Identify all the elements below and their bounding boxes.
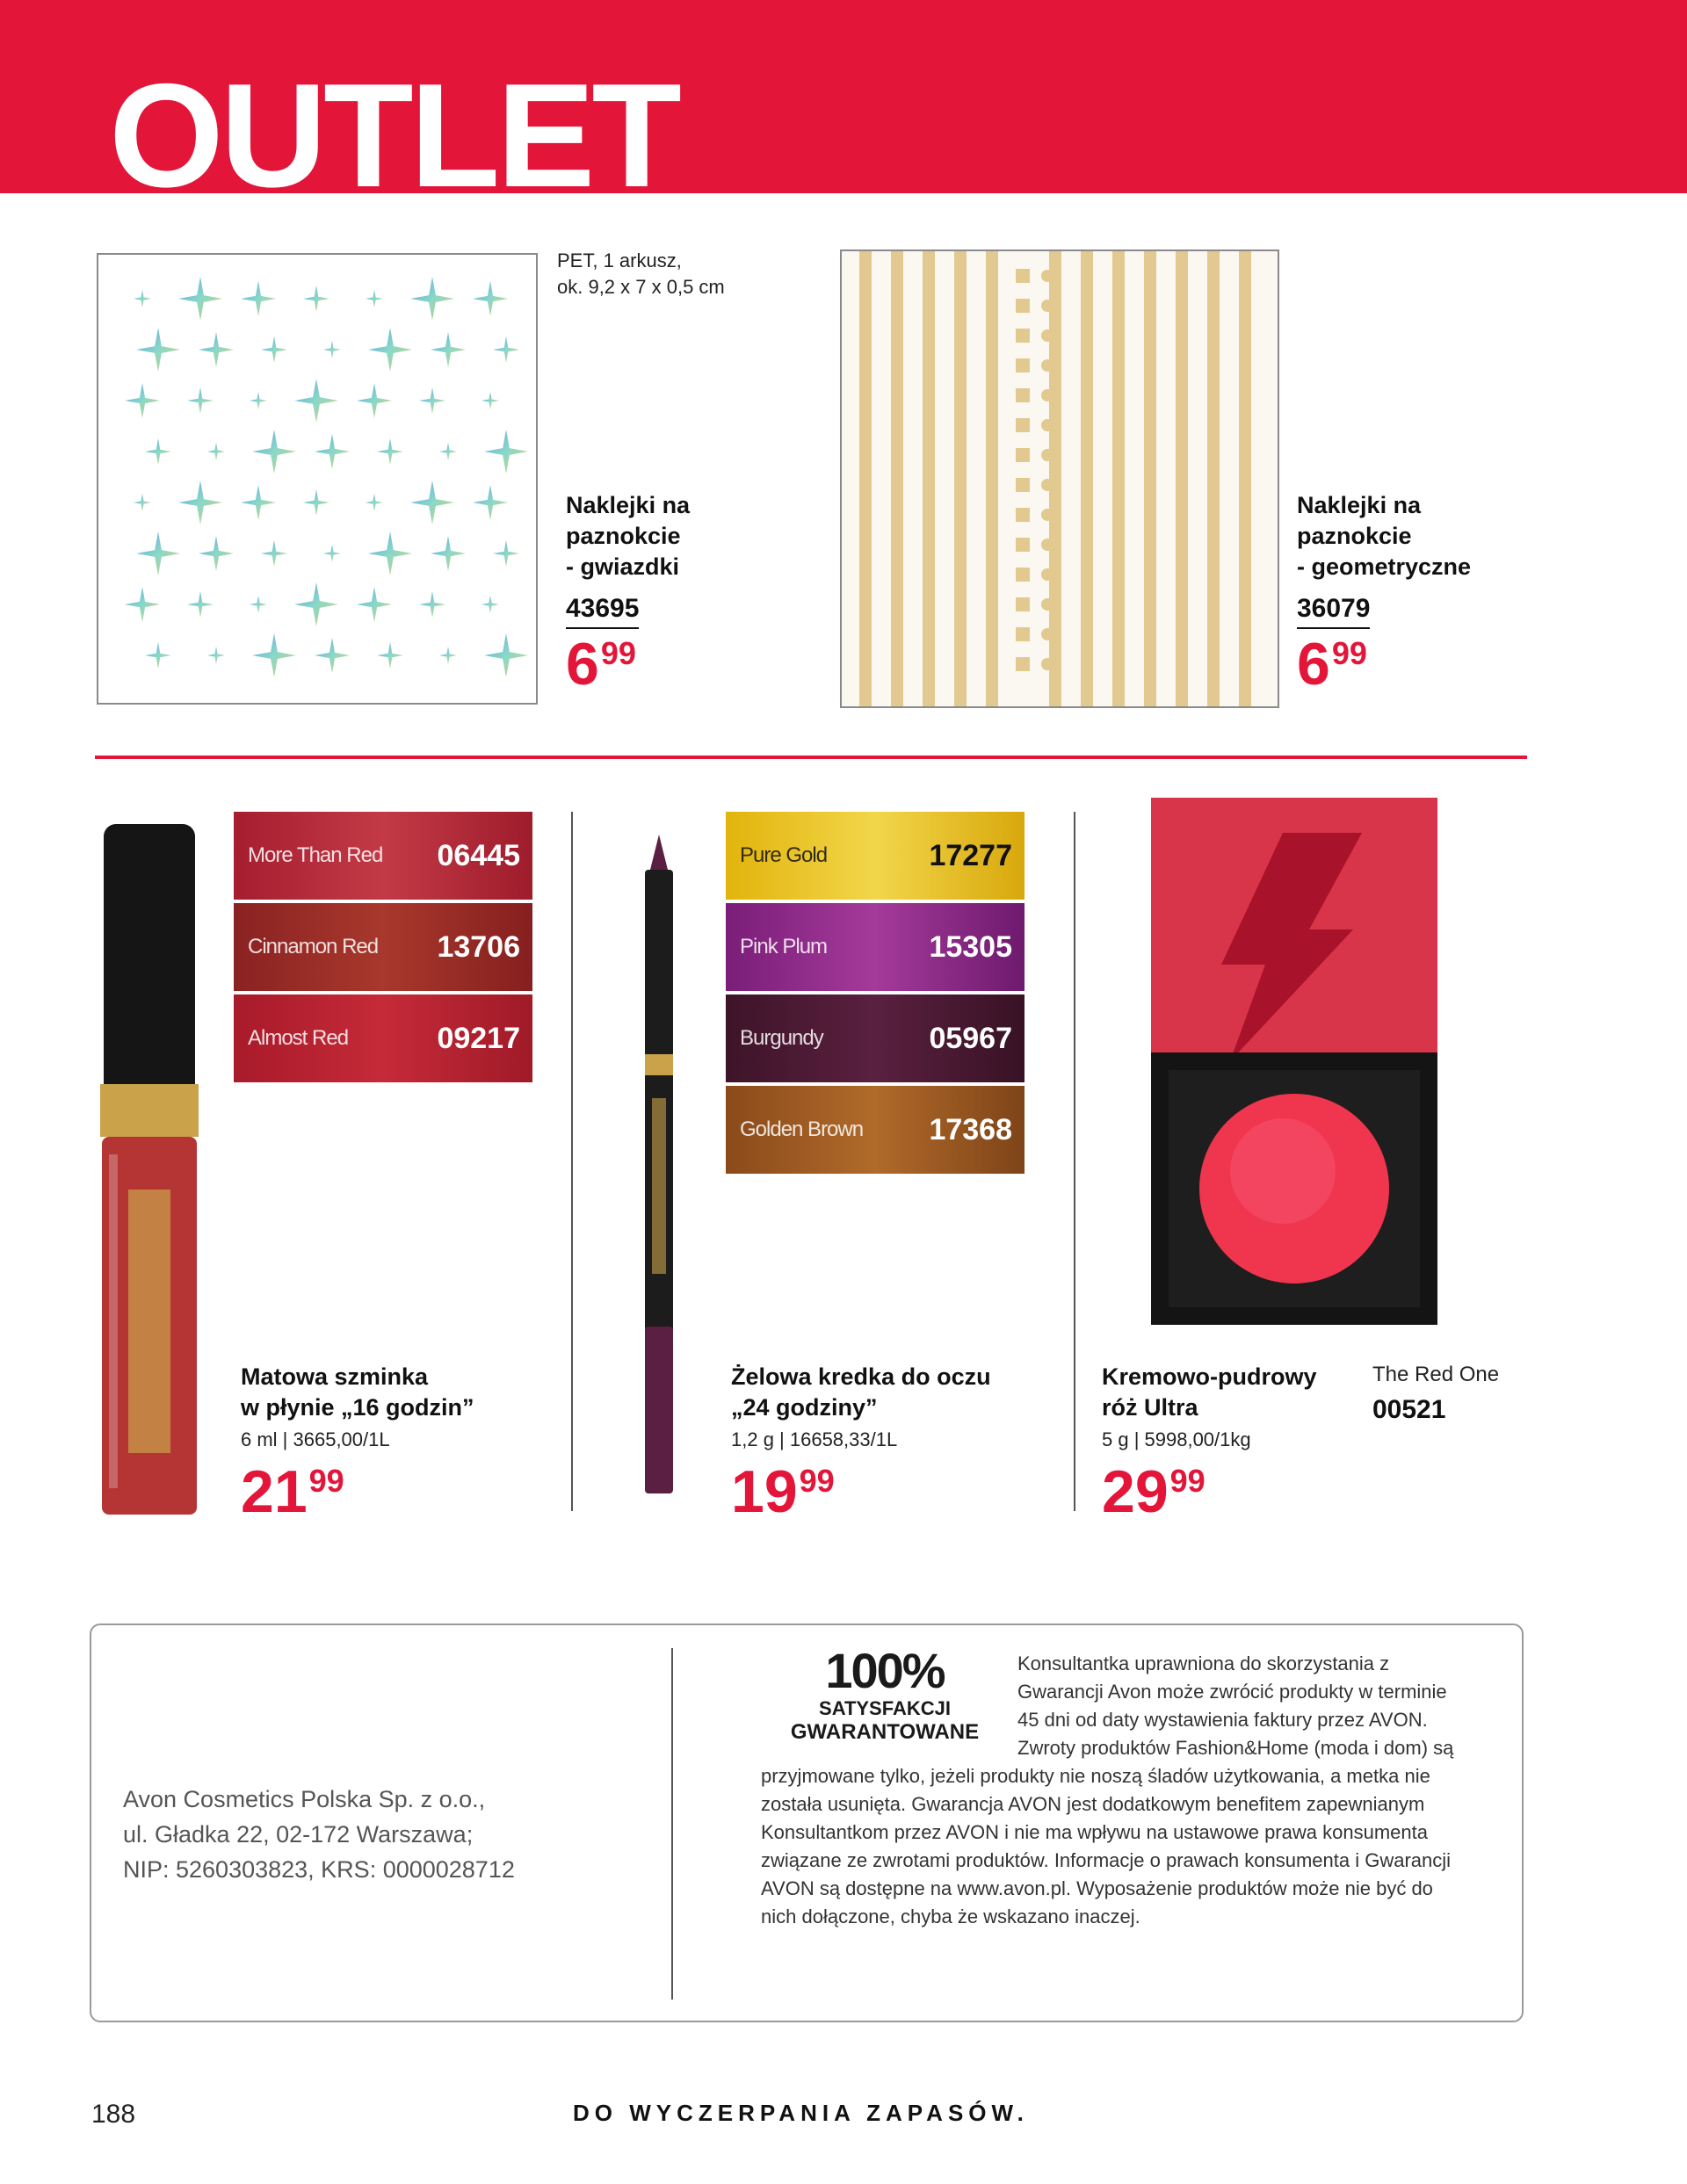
section-divider: [95, 756, 1527, 759]
sticker-dot: [1041, 300, 1053, 312]
shade-swatch[interactable]: [726, 994, 1025, 1082]
product-detail: 1,2 g | 16658,33/1L: [731, 1428, 898, 1450]
sticker-dot: [1041, 509, 1053, 521]
sticker-dot: [1041, 598, 1053, 611]
sticker-dot: [1041, 329, 1053, 342]
product-name: Matowa szminka w płynie „16 godzin”: [241, 1363, 474, 1421]
star-sticker: [136, 532, 180, 575]
star-sticker: [252, 430, 296, 474]
eye-pencil-image[interactable]: [633, 835, 685, 1518]
sticker-stripe: [954, 251, 967, 706]
footer-tagline: DO WYCZERPANIA ZAPASÓW.: [573, 2100, 1029, 2126]
star-sticker: [368, 532, 412, 575]
badge-percent: 100%: [825, 1643, 945, 1698]
sticker-square: [1016, 478, 1030, 492]
sticker-square: [1016, 448, 1030, 462]
star-sticker: [323, 341, 341, 358]
shade-name: Cinnamon Red: [248, 935, 379, 958]
badge-line3: GWARANTOWANE: [790, 1720, 980, 1744]
sticker-stripe: [1144, 251, 1156, 706]
sticker-dot: [1041, 270, 1053, 282]
star-sticker: [303, 489, 329, 516]
sticker-square: [1016, 388, 1030, 402]
info-divider: [671, 1648, 673, 2000]
star-sticker: [199, 332, 234, 367]
shade-name: More Than Red: [248, 843, 383, 867]
product-name: Naklejki na paznokcie - gwiazdki: [566, 492, 691, 580]
column-divider: [1074, 812, 1075, 1511]
shade-name: Pure Gold: [740, 843, 828, 867]
price-main: 6: [566, 631, 599, 698]
star-sticker: [377, 438, 403, 465]
eye-pencil-illustration: [633, 835, 685, 1518]
star-stickers-illustration: [98, 255, 536, 703]
badge-line2: SATYSFAKCJI: [819, 1697, 951, 1719]
blush-image[interactable]: [1151, 798, 1437, 1325]
sticker-dot: [1041, 389, 1053, 401]
shade-code: 15305: [929, 929, 1012, 964]
sticker-stripe: [1207, 251, 1220, 706]
sticker-square: [1016, 627, 1030, 641]
star-sticker: [294, 379, 338, 423]
sticker-square: [1016, 329, 1030, 343]
page-title: OUTLET: [109, 53, 678, 218]
star-sticker: [357, 587, 392, 622]
star-sticker: [484, 633, 528, 677]
star-sticker: [252, 633, 296, 677]
product-code-wrap: [566, 594, 639, 629]
star-sticker: [145, 642, 171, 669]
star-sticker: [145, 438, 171, 465]
shade-swatch[interactable]: [234, 812, 532, 900]
shade-swatch[interactable]: [234, 994, 532, 1082]
shade-code: 00521: [1372, 1395, 1446, 1424]
shade-swatch[interactable]: [726, 1086, 1025, 1174]
price-main: 19: [731, 1458, 798, 1525]
page-number: 188: [91, 2100, 136, 2129]
star-sticker: [134, 494, 151, 511]
star-sticker: [410, 277, 454, 321]
star-sticker: [473, 485, 508, 520]
price-cents: 99: [600, 635, 636, 671]
shade-name: Burgundy: [740, 1026, 823, 1050]
star-sticker: [134, 290, 151, 307]
star-sticker: [368, 328, 412, 372]
star-sticker: [315, 434, 350, 469]
star-sticker: [125, 383, 160, 418]
product-price: [731, 1458, 835, 1525]
star-sticker: [419, 387, 445, 414]
product-code: 36079: [1297, 594, 1370, 629]
geometric-stickers-illustration: [842, 251, 1278, 706]
star-sticker: [125, 587, 160, 622]
sticker-dot: [1041, 539, 1053, 551]
lipstick-image[interactable]: [97, 821, 202, 1518]
sticker-dot: [1041, 479, 1053, 491]
sticker-square: [1016, 508, 1030, 522]
star-sticker: [431, 332, 466, 367]
shade-swatch[interactable]: [726, 903, 1025, 991]
price-cents: 99: [1331, 635, 1367, 671]
product-price: [1102, 1458, 1206, 1525]
shade-name: Pink Plum: [740, 935, 828, 958]
star-sticker: [207, 647, 225, 664]
sticker-stripe: [1112, 251, 1125, 706]
star-sticker: [439, 647, 457, 664]
star-sticker: [366, 290, 383, 307]
sticker-dot: [1041, 658, 1053, 670]
star-sticker: [366, 494, 383, 511]
price-cents: 99: [799, 1463, 835, 1499]
sticker-dot: [1041, 359, 1053, 372]
geometric-stickers-image[interactable]: [840, 249, 1279, 708]
sticker-stripe: [891, 251, 903, 706]
blush-illustration: [1151, 798, 1437, 1325]
sticker-stripe: [1239, 251, 1251, 706]
product-spec: PET, 1 arkusz, ok. 9,2 x 7 x 0,5 cm: [557, 249, 725, 298]
sticker-square: [1016, 568, 1030, 582]
product-name: Kremowo-pudrowy róż Ultra: [1102, 1363, 1317, 1421]
product-price: [566, 631, 636, 698]
shade-name: Almost Red: [248, 1026, 349, 1050]
sticker-stripe: [986, 251, 998, 706]
pencil-shade-swatches: [726, 812, 1025, 1174]
column-divider: [571, 812, 573, 1511]
star-sticker: [178, 277, 222, 321]
star-sticker: [241, 281, 276, 316]
shade-name: The Red One: [1372, 1363, 1500, 1386]
product-price: [241, 1458, 344, 1525]
star-sticker: [323, 545, 341, 562]
sticker-square: [1016, 657, 1030, 671]
star-sticker: [261, 540, 287, 567]
star-sticker: [481, 596, 499, 613]
star-sticker: [493, 540, 519, 567]
sticker-stripe: [859, 251, 872, 706]
sticker-dot: [1041, 449, 1053, 461]
star-sticker: [431, 536, 466, 571]
price-main: 21: [241, 1458, 308, 1525]
star-sticker: [410, 481, 454, 524]
sticker-stripe: [923, 251, 935, 706]
lipstick-shade-swatches: [234, 812, 532, 1082]
sticker-square: [1016, 358, 1030, 372]
sticker-stripe: [1176, 251, 1188, 706]
product-detail: 5 g | 5998,00/1kg: [1102, 1428, 1251, 1450]
star-sticker: [419, 591, 445, 618]
sticker-square: [1016, 299, 1030, 313]
star-sticker: [241, 485, 276, 520]
sticker-dot: [1041, 568, 1053, 581]
star-sticker: [439, 443, 457, 460]
star-sticker: [250, 596, 267, 613]
company-address: Avon Cosmetics Polska Sp. z o.o., ul. Gładka 22, 02-172 Warszawa; NIP: 5260303823, KRS: 0000028712: [123, 1786, 515, 1883]
star-sticker: [493, 336, 519, 363]
star-sticker: [377, 642, 403, 669]
sticker-square: [1016, 418, 1030, 432]
price-cents: 99: [1169, 1463, 1206, 1499]
guarantee-text: [761, 1650, 1464, 1931]
star-sticker: [136, 328, 180, 372]
sticker-square: [1016, 597, 1030, 611]
star-sticker: [187, 591, 214, 618]
shade-code: 09217: [437, 1021, 520, 1055]
shade-name: Golden Brown: [740, 1117, 864, 1141]
product-code: 43695: [566, 594, 639, 629]
star-sticker: [250, 392, 267, 409]
lipstick-illustration: [97, 821, 202, 1518]
star-sticker: [199, 536, 234, 571]
star-sticker: [207, 443, 225, 460]
shade-code: 05967: [929, 1021, 1012, 1055]
shade-swatch[interactable]: [234, 903, 532, 991]
star-sticker: [261, 336, 287, 363]
product-name: Żelowa kredka do oczu „24 godziny”: [731, 1363, 991, 1421]
sticker-stripe: [1081, 251, 1093, 706]
star-sticker: [187, 387, 214, 414]
sticker-square: [1016, 538, 1030, 552]
star-sticker: [357, 383, 392, 418]
badge-float-spacer: [761, 1650, 1017, 1761]
star-sticker: [178, 481, 222, 524]
star-sticker: [473, 281, 508, 316]
star-sticker: [481, 392, 499, 409]
shade-code: 17368: [929, 1112, 1012, 1146]
star-sticker: [303, 286, 329, 312]
price-main: 6: [1297, 631, 1330, 698]
shade-code: 17277: [929, 838, 1012, 872]
product-price: [1297, 631, 1367, 698]
price-cents: 99: [308, 1463, 344, 1499]
shade-code: 06445: [437, 838, 520, 872]
product-code-wrap: [1297, 594, 1370, 629]
product-name: Naklejki na paznokcie - geometryczne: [1297, 492, 1472, 580]
star-stickers-image[interactable]: [97, 253, 538, 705]
price-main: 29: [1102, 1458, 1169, 1525]
sticker-dot: [1041, 419, 1053, 431]
sticker-dot: [1041, 628, 1053, 640]
sticker-square: [1016, 269, 1030, 283]
star-sticker: [294, 582, 338, 626]
guarantee-body: Konsultantka uprawniona do skorzystania z Gwarancji Avon może zwrócić produkty w terminie 45 dni od daty wystawienia faktury przez AVON. Zwroty produktów Fashion&Home (moda i dom) są przyjmowane tylko, jeżeli produkty nie noszą śladów użytkowania, a metka nie została usunięta. Gwarancja AVON jest dodatkowym benefitem zapewnianym Konsultantkom przez AVON i nie ma wpływu na ustawowe prawa konsumenta związane ze zwrotami produktów. Informacje o prawach konsumenta i Gwarancji AVON są dostępne na www.avon.pl. Wyposażenie produktów może nie być do nich dołączone, chyba że wskazano inaczej.: [761, 1652, 1454, 1927]
star-sticker: [484, 430, 528, 474]
shade-swatch[interactable]: [726, 812, 1025, 900]
shade-code: 13706: [437, 929, 520, 964]
product-detail: 6 ml | 3665,00/1L: [241, 1428, 390, 1450]
star-sticker: [315, 638, 350, 673]
